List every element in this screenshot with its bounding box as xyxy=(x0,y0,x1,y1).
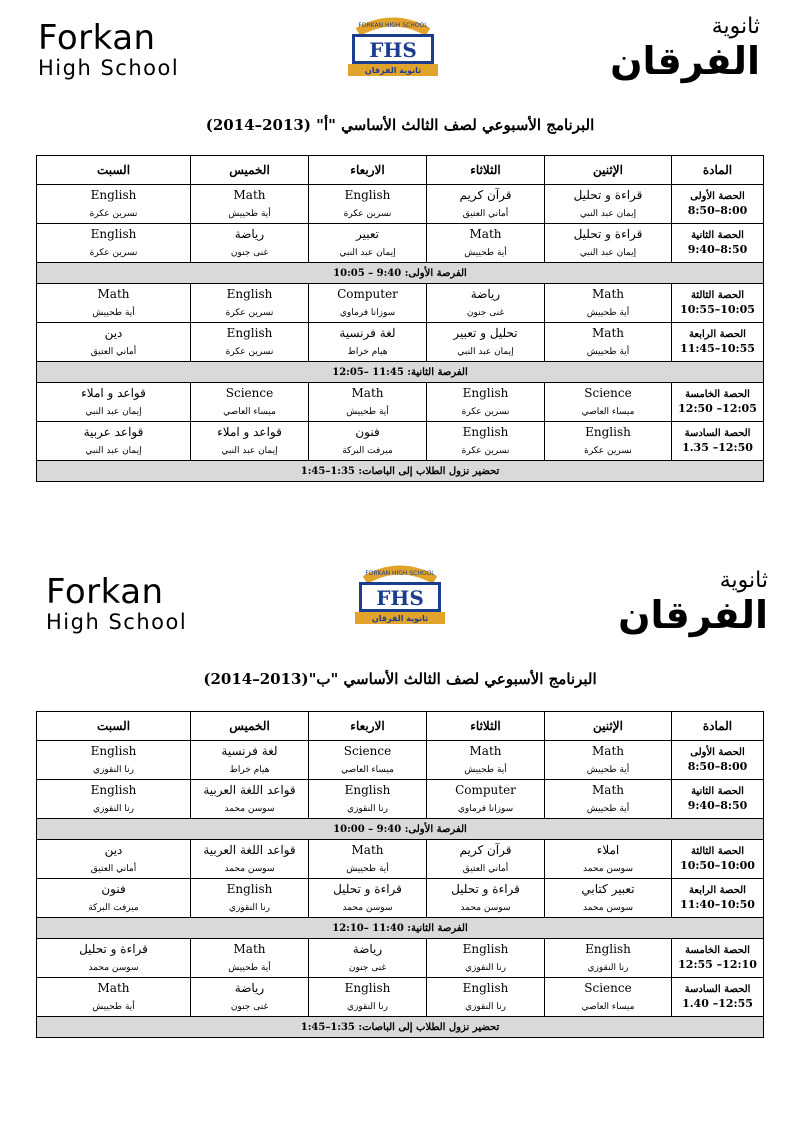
lesson-teacher: أماني العتيق xyxy=(90,864,137,874)
lesson-teacher: رنا النقوزي xyxy=(464,963,506,973)
lesson-cell xyxy=(427,323,545,362)
period-row xyxy=(37,939,764,978)
lesson-subject: Math xyxy=(97,287,130,301)
lesson-cell xyxy=(37,224,191,263)
school-name-ar-line2: الفرقان xyxy=(618,593,768,637)
lesson-teacher: أية طحييش xyxy=(92,1002,135,1012)
lesson-subject: Math xyxy=(469,227,502,241)
break-row xyxy=(37,819,764,840)
period-time: 8:00–8:50 xyxy=(687,204,748,217)
lesson-teacher: ميساء العاصي xyxy=(581,407,635,417)
lesson-subject: English xyxy=(90,227,137,241)
lesson-cell xyxy=(191,939,309,978)
lesson-subject: Science xyxy=(225,386,274,400)
lesson-subject: English xyxy=(90,188,137,202)
lesson-subject: Math xyxy=(97,981,130,995)
period-name: الحصة الثالثة xyxy=(690,290,745,301)
lesson-subject: قراءة و تحليل xyxy=(573,227,643,241)
lesson-teacher: أية طحييش xyxy=(464,765,507,775)
period-name: الحصة الثانية xyxy=(691,230,744,241)
timetable-title: البرنامج الأسبوعي لصف الثالث الأساسي "ب"(2013–2014) xyxy=(203,670,597,688)
lesson-cell xyxy=(545,323,672,362)
lesson-teacher: إيمان عبد النبي xyxy=(85,407,142,417)
period-name: الحصة السادسة xyxy=(684,428,751,439)
period-name: الحصة الخامسة xyxy=(685,945,750,956)
lesson-cell xyxy=(545,284,672,323)
lesson-teacher: رنا النقوزي xyxy=(464,1002,506,1012)
period-row xyxy=(37,284,764,323)
lesson-teacher: نسرين عكرة xyxy=(89,248,138,258)
lesson-cell xyxy=(37,741,191,780)
period-row xyxy=(37,383,764,422)
lesson-subject: Math xyxy=(233,942,266,956)
period-row xyxy=(37,879,764,918)
lesson-subject: تحليل و تعبير xyxy=(453,326,518,340)
lesson-subject: Math xyxy=(351,386,384,400)
period-name: الحصة الخامسة xyxy=(685,389,750,400)
school-name-arabic xyxy=(598,568,768,636)
lesson-subject: قرآن كريم xyxy=(459,843,512,857)
lesson-subject: English xyxy=(226,882,273,896)
school-logo xyxy=(338,14,448,78)
period-row xyxy=(37,422,764,461)
lesson-cell xyxy=(191,323,309,362)
period-cell xyxy=(672,939,764,978)
lesson-cell xyxy=(427,224,545,263)
logo-bottom-text: ثانوية الفرقان xyxy=(371,614,429,623)
lesson-subject: رياضة xyxy=(352,942,383,956)
period-cell xyxy=(672,422,764,461)
lesson-cell xyxy=(37,780,191,819)
period-cell xyxy=(672,741,764,780)
header-day: الثلاثاء xyxy=(427,156,545,185)
lesson-subject: English xyxy=(585,425,631,439)
lesson-subject: قواعد و املاء xyxy=(217,425,282,439)
period-cell xyxy=(672,383,764,422)
lesson-cell xyxy=(545,978,672,1017)
lesson-cell xyxy=(309,780,427,819)
break-label: الفرصة الأولى: 9:40 – 10:00 xyxy=(37,819,764,840)
lesson-subject: قرآن كريم xyxy=(459,188,512,202)
period-time: 10:55–11:45 xyxy=(680,342,755,355)
lesson-teacher: غنى جنون xyxy=(230,248,269,258)
lesson-subject: Science xyxy=(584,386,632,400)
lesson-teacher: نسرين عكرة xyxy=(461,407,510,417)
lesson-subject: قواعد و املاء xyxy=(81,386,146,400)
header-row xyxy=(37,712,764,741)
lesson-cell xyxy=(545,185,672,224)
period-cell xyxy=(672,978,764,1017)
period-time: 8:50–9:40 xyxy=(687,243,748,256)
lesson-cell xyxy=(427,383,545,422)
school-logo xyxy=(345,562,455,626)
break-row xyxy=(37,1017,764,1038)
lesson-teacher: نسرين عكرة xyxy=(225,308,274,318)
lesson-subject: English xyxy=(462,942,509,956)
lesson-cell xyxy=(427,978,545,1017)
lesson-cell xyxy=(37,840,191,879)
lesson-subject: رياضة xyxy=(234,981,265,995)
lesson-cell xyxy=(427,939,545,978)
school-name-ar-line1: ثانوية xyxy=(711,14,760,39)
period-name: الحصة الرابعة xyxy=(689,329,746,340)
lesson-subject: تعبير كتابي xyxy=(581,882,635,896)
logo-letters: FHS xyxy=(376,586,424,610)
lesson-teacher: ميرفت البركة xyxy=(342,446,393,456)
lesson-subject: English xyxy=(226,287,273,301)
lesson-cell xyxy=(191,224,309,263)
break-row xyxy=(37,461,764,482)
lesson-cell xyxy=(427,422,545,461)
lesson-subject: Math xyxy=(233,188,266,202)
lesson-teacher: رنا النقوزي xyxy=(346,804,388,814)
school-name-en-line1: Forkan xyxy=(46,572,164,612)
lesson-teacher: نسرين عكرة xyxy=(225,347,274,357)
lesson-teacher: نسرين عكرة xyxy=(343,209,392,219)
lesson-teacher: أية طحييش xyxy=(346,407,389,417)
lesson-subject: قراءة و تحليل xyxy=(573,188,643,202)
lesson-teacher: نسرين عكرة xyxy=(89,209,138,219)
lesson-cell xyxy=(37,284,191,323)
lesson-teacher: أية طحييش xyxy=(346,864,389,874)
lesson-cell xyxy=(309,383,427,422)
lesson-cell xyxy=(191,383,309,422)
lesson-cell xyxy=(309,284,427,323)
lesson-subject: لغة فرنسية xyxy=(339,326,396,340)
header-day: الاربعاء xyxy=(309,712,427,741)
lesson-teacher: ميساء العاصي xyxy=(341,765,394,775)
lesson-teacher: رنا النقوزي xyxy=(92,804,134,814)
lesson-cell xyxy=(309,939,427,978)
lesson-subject: Computer xyxy=(455,783,516,797)
header-day: الثلاثاء xyxy=(427,712,545,741)
lesson-teacher: هيام خراط xyxy=(347,347,388,357)
school-name-en-line1: Forkan xyxy=(38,18,156,58)
period-cell xyxy=(672,780,764,819)
lesson-teacher: سوسن محمد xyxy=(224,804,275,814)
lesson-teacher: إيمان عبد النبي xyxy=(85,446,142,456)
lesson-teacher: سوزانا فرماوي xyxy=(339,308,396,318)
lesson-subject: فنون xyxy=(355,425,380,439)
break-row xyxy=(37,918,764,939)
lesson-teacher: نسرين عكرة xyxy=(461,446,510,456)
lesson-subject: دين xyxy=(104,326,123,340)
lesson-teacher: ميساء العاصي xyxy=(223,407,276,417)
header-day: الإثنين xyxy=(545,156,672,185)
period-cell xyxy=(672,840,764,879)
lesson-cell xyxy=(37,323,191,362)
lesson-subject: قراءة و تحليل xyxy=(79,942,148,956)
lesson-teacher: أية طحييش xyxy=(586,308,630,318)
lesson-teacher: إيمان عبد النبي xyxy=(221,446,278,456)
lesson-teacher: أية طحييش xyxy=(586,347,630,357)
lesson-teacher: أماني العتيق xyxy=(462,864,509,874)
lesson-subject: Math xyxy=(351,843,384,857)
break-row xyxy=(37,263,764,284)
lesson-cell xyxy=(309,978,427,1017)
period-row xyxy=(37,224,764,263)
lesson-teacher: سوسن محمد xyxy=(460,903,511,913)
period-cell xyxy=(672,879,764,918)
lesson-cell xyxy=(545,741,672,780)
lesson-teacher: أية طحييش xyxy=(586,765,630,775)
lesson-teacher: سوزانا فرماوي xyxy=(457,804,514,814)
timetable-block-b xyxy=(0,560,800,1120)
lesson-cell xyxy=(37,383,191,422)
lesson-teacher: إيمان عبد النبي xyxy=(457,347,514,357)
lesson-subject: Math xyxy=(592,287,624,301)
lesson-subject: English xyxy=(344,783,391,797)
period-row xyxy=(37,323,764,362)
logo-top-text: FORKAN HIGH SCHOOL xyxy=(358,22,428,29)
lesson-subject: Science xyxy=(343,744,392,758)
lesson-subject: رياضة xyxy=(470,287,501,301)
logo-letters: FHS xyxy=(369,38,417,62)
period-name: الحصة الأولى xyxy=(690,191,745,202)
period-row xyxy=(37,185,764,224)
break-row xyxy=(37,362,764,383)
period-time: 10:50–11:40 xyxy=(680,898,755,911)
timetable-table xyxy=(36,155,764,482)
lesson-teacher: أماني العتيق xyxy=(462,209,509,219)
lesson-cell xyxy=(545,224,672,263)
lesson-teacher: نسرين عكرة xyxy=(584,446,632,456)
header-day: الاربعاء xyxy=(309,156,427,185)
lesson-cell xyxy=(309,879,427,918)
lesson-cell xyxy=(37,978,191,1017)
lesson-cell xyxy=(37,185,191,224)
lesson-subject: قواعد اللغة العربية xyxy=(203,843,296,857)
logo-bottom-text: ثانوية الفرقان xyxy=(364,66,422,75)
lesson-subject: قواعد عربية xyxy=(83,425,144,439)
logo-top-text: FORKAN HIGH SCHOOL xyxy=(365,570,435,577)
lesson-cell xyxy=(191,840,309,879)
lesson-subject: فنون xyxy=(101,882,126,896)
break-label: تحضير نزول الطلاب إلى الباصات: 1:35–1:45 xyxy=(37,1017,764,1038)
period-time: 12:10– 12:55 xyxy=(678,958,757,971)
lesson-teacher: أية طحييش xyxy=(92,308,135,318)
lesson-subject: املاء xyxy=(596,843,620,857)
lesson-subject: English xyxy=(344,981,391,995)
period-name: الحصة الثالثة xyxy=(690,846,745,857)
lesson-cell xyxy=(545,780,672,819)
lesson-subject: Computer xyxy=(337,287,398,301)
lesson-subject: English xyxy=(344,188,391,202)
lesson-cell xyxy=(427,284,545,323)
lesson-cell xyxy=(309,185,427,224)
lesson-teacher: رنا النقوزي xyxy=(92,765,134,775)
school-name-ar-line2: الفرقان xyxy=(610,39,760,83)
lesson-subject: English xyxy=(90,783,137,797)
period-time: 12:05– 12:50 xyxy=(678,402,757,415)
period-name: الحصة السادسة xyxy=(684,984,751,995)
lesson-subject: Math xyxy=(592,783,624,797)
lesson-cell xyxy=(309,741,427,780)
header-day: السبت xyxy=(37,156,191,185)
lesson-subject: قراءة و تحليل xyxy=(451,882,520,896)
lesson-teacher: إيمان عبد النبي xyxy=(579,209,637,219)
lesson-cell xyxy=(545,939,672,978)
header-day: الإثنين xyxy=(545,712,672,741)
period-cell xyxy=(672,323,764,362)
period-row xyxy=(37,741,764,780)
lesson-subject: Math xyxy=(592,744,624,758)
school-name-arabic xyxy=(590,14,760,82)
period-time: 8:00–8:50 xyxy=(687,760,748,773)
lesson-subject: لغة فرنسية xyxy=(221,744,278,758)
period-cell xyxy=(672,224,764,263)
lesson-subject: Science xyxy=(584,981,632,995)
lesson-cell xyxy=(427,879,545,918)
lesson-teacher: أية طحييش xyxy=(586,804,630,814)
timetable-block-a xyxy=(0,0,800,530)
lesson-subject: تعبير xyxy=(356,227,379,241)
break-label: الفرصة الثانية: 11:40 –12:10 xyxy=(37,918,764,939)
period-name: الحصة الرابعة xyxy=(689,885,746,896)
lesson-cell xyxy=(545,879,672,918)
lesson-teacher: سوسن محمد xyxy=(342,903,393,913)
period-row xyxy=(37,840,764,879)
lesson-cell xyxy=(37,879,191,918)
lesson-subject: رياضة xyxy=(234,227,265,241)
school-name-en-line2: High School xyxy=(46,610,188,634)
lesson-teacher: غنى جنون xyxy=(466,308,505,318)
lesson-teacher: غنى جنون xyxy=(230,1002,269,1012)
header-subject: المادة xyxy=(672,156,764,185)
lesson-subject: English xyxy=(90,744,137,758)
lesson-teacher: سوسن محمد xyxy=(582,864,633,874)
school-name-english xyxy=(46,574,187,634)
lesson-teacher: رنا النقوزي xyxy=(587,963,629,973)
header-day: الخميس xyxy=(191,712,309,741)
period-cell xyxy=(672,284,764,323)
lesson-subject: English xyxy=(462,981,509,995)
period-time: 12:50– 1.35 xyxy=(682,441,753,454)
period-time: 8:50–9:40 xyxy=(687,799,748,812)
lesson-cell xyxy=(191,780,309,819)
period-row xyxy=(37,978,764,1017)
lesson-cell xyxy=(309,422,427,461)
lesson-teacher: إيمان عبد النبي xyxy=(579,248,637,258)
lesson-teacher: سوسن محمد xyxy=(224,864,275,874)
lesson-subject: English xyxy=(226,326,273,340)
lesson-subject: قواعد اللغة العربية xyxy=(203,783,296,797)
period-time: 10:05–10:55 xyxy=(680,303,755,316)
lesson-subject: قراءة و تحليل xyxy=(333,882,402,896)
header-day: السبت xyxy=(37,712,191,741)
lesson-cell xyxy=(191,185,309,224)
lesson-cell xyxy=(309,840,427,879)
period-row xyxy=(37,780,764,819)
lesson-cell xyxy=(427,185,545,224)
lesson-subject: Math xyxy=(592,326,624,340)
lesson-cell xyxy=(427,840,545,879)
lesson-subject: English xyxy=(462,425,509,439)
lesson-teacher: سوسن محمد xyxy=(582,903,633,913)
lesson-cell xyxy=(191,422,309,461)
lesson-teacher: سوسن محمد xyxy=(88,963,139,973)
lesson-teacher: إيمان عبد النبي xyxy=(339,248,396,258)
lesson-teacher: رنا النقوزي xyxy=(228,903,270,913)
lesson-teacher: أية طحييش xyxy=(464,248,507,258)
header-row xyxy=(37,156,764,185)
lesson-teacher: أية طحييش xyxy=(228,963,271,973)
lesson-teacher: ميرفت البركة xyxy=(88,903,139,913)
school-name-en-line2: High School xyxy=(38,56,180,80)
period-cell xyxy=(672,185,764,224)
break-label: الفرصة الثانية: 11:45 –12:05 xyxy=(37,362,764,383)
timetable-table xyxy=(36,711,764,1038)
lesson-teacher: ميساء العاصي xyxy=(581,1002,635,1012)
lesson-cell xyxy=(191,978,309,1017)
break-label: الفرصة الأولى: 9:40 – 10:05 xyxy=(37,263,764,284)
lesson-subject: Math xyxy=(469,744,502,758)
header-day: الخميس xyxy=(191,156,309,185)
lesson-cell xyxy=(309,224,427,263)
lesson-cell xyxy=(37,422,191,461)
lesson-teacher: أماني العتيق xyxy=(90,347,137,357)
lesson-cell xyxy=(191,741,309,780)
period-name: الحصة الثانية xyxy=(691,786,744,797)
lesson-cell xyxy=(427,780,545,819)
lesson-cell xyxy=(545,840,672,879)
lesson-teacher: غنى جنون xyxy=(348,963,387,973)
lesson-subject: English xyxy=(462,386,509,400)
lesson-cell xyxy=(545,383,672,422)
lesson-cell xyxy=(309,323,427,362)
period-time: 10:00–10:50 xyxy=(680,859,755,872)
timetable-title: البرنامج الأسبوعي لصف الثالث الأساسي "أ" (2013–2014) xyxy=(205,116,595,134)
period-name: الحصة الأولى xyxy=(690,747,745,758)
lesson-subject: دين xyxy=(104,843,123,857)
header-subject: المادة xyxy=(672,712,764,741)
lesson-cell xyxy=(191,879,309,918)
period-time: 12:55– 1.40 xyxy=(682,997,753,1010)
lesson-cell xyxy=(191,284,309,323)
lesson-teacher: رنا النقوزي xyxy=(346,1002,388,1012)
school-name-ar-line1: ثانوية xyxy=(719,568,768,593)
lesson-teacher: هيام خراط xyxy=(229,765,270,775)
lesson-subject: English xyxy=(585,942,631,956)
lesson-cell xyxy=(545,422,672,461)
break-label: تحضير نزول الطلاب إلى الباصات: 1:35–1:45 xyxy=(37,461,764,482)
lesson-cell xyxy=(37,939,191,978)
lesson-cell xyxy=(427,741,545,780)
lesson-teacher: أية طحييش xyxy=(228,209,271,219)
school-name-english xyxy=(38,20,179,80)
